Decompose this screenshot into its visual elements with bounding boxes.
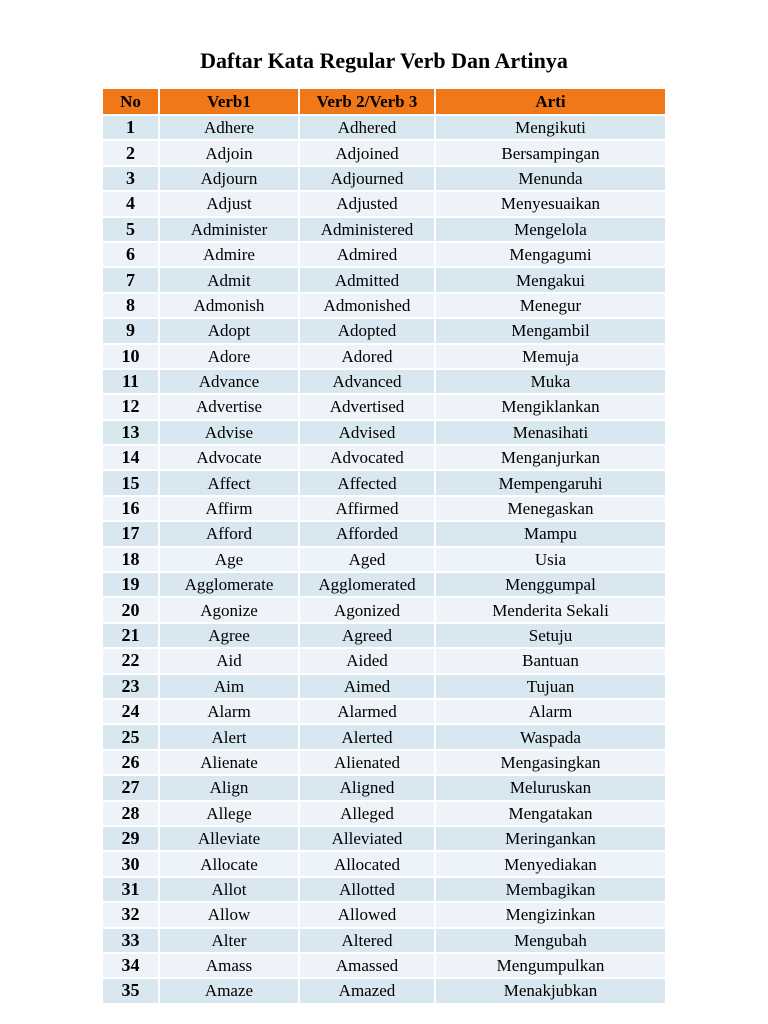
row-number: 27 <box>103 776 160 801</box>
arti-cell: Meringankan <box>436 827 665 852</box>
row-number: 6 <box>103 243 160 268</box>
row-number: 23 <box>103 675 160 700</box>
table-row <box>103 776 665 801</box>
arti-cell: Menganjurkan <box>436 446 665 471</box>
row-number: 33 <box>103 929 160 954</box>
row-number: 1 <box>103 116 160 141</box>
arti-cell: Menakjubkan <box>436 979 665 1004</box>
verb1-cell: Advance <box>160 370 300 395</box>
header-no: No <box>103 89 160 116</box>
table-row <box>103 802 665 827</box>
table-header <box>103 89 665 116</box>
table-row <box>103 141 665 166</box>
verb2-verb3-cell: Agonized <box>300 598 436 623</box>
table-row <box>103 268 665 293</box>
table-body <box>103 116 665 1005</box>
arti-cell: Setuju <box>436 624 665 649</box>
row-number: 29 <box>103 827 160 852</box>
header-verb2-verb3: Verb 2/Verb 3 <box>300 89 436 116</box>
verb1-cell: Agglomerate <box>160 573 300 598</box>
table-row <box>103 294 665 319</box>
arti-cell: Mempengaruhi <box>436 471 665 496</box>
verb1-cell: Agree <box>160 624 300 649</box>
verb2-verb3-cell: Agglomerated <box>300 573 436 598</box>
verb1-cell: Aid <box>160 649 300 674</box>
table-row <box>103 548 665 573</box>
arti-cell: Waspada <box>436 725 665 750</box>
row-number: 22 <box>103 649 160 674</box>
verb2-verb3-cell: Agreed <box>300 624 436 649</box>
table-row <box>103 827 665 852</box>
arti-cell: Menegur <box>436 294 665 319</box>
arti-cell: Mengubah <box>436 929 665 954</box>
verb1-cell: Adjoin <box>160 141 300 166</box>
verb1-cell: Age <box>160 548 300 573</box>
verb1-cell: Amaze <box>160 979 300 1004</box>
row-number: 28 <box>103 802 160 827</box>
verb2-verb3-cell: Altered <box>300 929 436 954</box>
row-number: 5 <box>103 218 160 243</box>
row-number: 21 <box>103 624 160 649</box>
verb2-verb3-cell: Admonished <box>300 294 436 319</box>
verb2-verb3-cell: Alienated <box>300 751 436 776</box>
table-row <box>103 218 665 243</box>
table-row <box>103 751 665 776</box>
arti-cell: Bantuan <box>436 649 665 674</box>
verb2-verb3-cell: Adjoined <box>300 141 436 166</box>
verb2-verb3-cell: Allotted <box>300 878 436 903</box>
row-number: 15 <box>103 471 160 496</box>
arti-cell: Mengumpulkan <box>436 954 665 979</box>
verb1-cell: Align <box>160 776 300 801</box>
verb2-verb3-cell: Adjusted <box>300 192 436 217</box>
arti-cell: Muka <box>436 370 665 395</box>
arti-cell: Mengiklankan <box>436 395 665 420</box>
verb2-verb3-cell: Amazed <box>300 979 436 1004</box>
verb1-cell: Agonize <box>160 598 300 623</box>
row-number: 20 <box>103 598 160 623</box>
verb2-verb3-cell: Advertised <box>300 395 436 420</box>
row-number: 26 <box>103 751 160 776</box>
header-arti: Arti <box>436 89 665 116</box>
table-row <box>103 598 665 623</box>
verb1-cell: Affect <box>160 471 300 496</box>
table-row <box>103 573 665 598</box>
verb2-verb3-cell: Advised <box>300 421 436 446</box>
verb1-cell: Alleviate <box>160 827 300 852</box>
table-row <box>103 497 665 522</box>
table-row <box>103 116 665 141</box>
arti-cell: Mengizinkan <box>436 903 665 928</box>
row-number: 30 <box>103 852 160 877</box>
table-row <box>103 421 665 446</box>
arti-cell: Memuja <box>436 345 665 370</box>
table-row <box>103 446 665 471</box>
verb2-verb3-cell: Amassed <box>300 954 436 979</box>
arti-cell: Menegaskan <box>436 497 665 522</box>
header-verb1: Verb1 <box>160 89 300 116</box>
page-title: Daftar Kata Regular Verb Dan Artinya <box>200 48 568 73</box>
table-row <box>103 471 665 496</box>
verb1-cell: Administer <box>160 218 300 243</box>
verb1-cell: Allot <box>160 878 300 903</box>
arti-cell: Mampu <box>436 522 665 547</box>
verb2-verb3-cell: Adored <box>300 345 436 370</box>
verb1-cell: Alarm <box>160 700 300 725</box>
arti-cell: Usia <box>436 548 665 573</box>
row-number: 14 <box>103 446 160 471</box>
arti-cell: Mengambil <box>436 319 665 344</box>
verb1-cell: Advertise <box>160 395 300 420</box>
arti-cell: Menyediakan <box>436 852 665 877</box>
verb2-verb3-cell: Alleged <box>300 802 436 827</box>
table-row <box>103 319 665 344</box>
verb2-verb3-cell: Alleviated <box>300 827 436 852</box>
arti-cell: Tujuan <box>436 675 665 700</box>
arti-cell: Mengatakan <box>436 802 665 827</box>
verb2-verb3-cell: Affected <box>300 471 436 496</box>
verb1-cell: Adhere <box>160 116 300 141</box>
verb2-verb3-cell: Admired <box>300 243 436 268</box>
arti-cell: Membagikan <box>436 878 665 903</box>
verb1-cell: Allow <box>160 903 300 928</box>
verb2-verb3-cell: Aged <box>300 548 436 573</box>
table-row <box>103 243 665 268</box>
table-row <box>103 345 665 370</box>
verb1-cell: Admire <box>160 243 300 268</box>
row-number: 16 <box>103 497 160 522</box>
table-row <box>103 903 665 928</box>
verb2-verb3-cell: Adopted <box>300 319 436 344</box>
verb2-verb3-cell: Aimed <box>300 675 436 700</box>
row-number: 11 <box>103 370 160 395</box>
table-row <box>103 675 665 700</box>
row-number: 34 <box>103 954 160 979</box>
verb2-verb3-cell: Advocated <box>300 446 436 471</box>
arti-cell: Menyesuaikan <box>436 192 665 217</box>
row-number: 2 <box>103 141 160 166</box>
arti-cell: Mengakui <box>436 268 665 293</box>
verb2-verb3-cell: Administered <box>300 218 436 243</box>
verb2-verb3-cell: Adjourned <box>300 167 436 192</box>
table-row <box>103 878 665 903</box>
verb1-cell: Adjourn <box>160 167 300 192</box>
verb1-cell: Adore <box>160 345 300 370</box>
verb2-verb3-cell: Afforded <box>300 522 436 547</box>
verb2-verb3-cell: Alerted <box>300 725 436 750</box>
row-number: 19 <box>103 573 160 598</box>
row-number: 31 <box>103 878 160 903</box>
table-row <box>103 929 665 954</box>
verb1-cell: Advise <box>160 421 300 446</box>
table-row <box>103 370 665 395</box>
verb1-cell: Alienate <box>160 751 300 776</box>
table-row <box>103 954 665 979</box>
arti-cell: Mengikuti <box>436 116 665 141</box>
row-number: 8 <box>103 294 160 319</box>
verb1-cell: Alter <box>160 929 300 954</box>
verb-table <box>103 89 665 1005</box>
row-number: 24 <box>103 700 160 725</box>
table-row <box>103 979 665 1004</box>
row-number: 25 <box>103 725 160 750</box>
verb2-verb3-cell: Aided <box>300 649 436 674</box>
row-number: 18 <box>103 548 160 573</box>
table-row <box>103 522 665 547</box>
row-number: 35 <box>103 979 160 1004</box>
verb1-cell: Advocate <box>160 446 300 471</box>
row-number: 3 <box>103 167 160 192</box>
verb1-cell: Alert <box>160 725 300 750</box>
table-row <box>103 725 665 750</box>
verb2-verb3-cell: Admitted <box>300 268 436 293</box>
row-number: 10 <box>103 345 160 370</box>
row-number: 4 <box>103 192 160 217</box>
arti-cell: Mengagumi <box>436 243 665 268</box>
verb1-cell: Aim <box>160 675 300 700</box>
row-number: 13 <box>103 421 160 446</box>
verb1-cell: Afford <box>160 522 300 547</box>
verb1-cell: Adjust <box>160 192 300 217</box>
verb1-cell: Admonish <box>160 294 300 319</box>
table-row <box>103 167 665 192</box>
row-number: 17 <box>103 522 160 547</box>
verb2-verb3-cell: Allowed <box>300 903 436 928</box>
table-row <box>103 649 665 674</box>
verb1-cell: Allege <box>160 802 300 827</box>
verb2-verb3-cell: Affirmed <box>300 497 436 522</box>
arti-cell: Menderita Sekali <box>436 598 665 623</box>
verb1-cell: Affirm <box>160 497 300 522</box>
verb1-cell: Amass <box>160 954 300 979</box>
table-row <box>103 852 665 877</box>
verb2-verb3-cell: Alarmed <box>300 700 436 725</box>
row-number: 12 <box>103 395 160 420</box>
row-number: 7 <box>103 268 160 293</box>
verb1-cell: Admit <box>160 268 300 293</box>
arti-cell: Bersampingan <box>436 141 665 166</box>
arti-cell: Meluruskan <box>436 776 665 801</box>
arti-cell: Menggumpal <box>436 573 665 598</box>
table-row <box>103 700 665 725</box>
verb2-verb3-cell: Allocated <box>300 852 436 877</box>
verb1-cell: Allocate <box>160 852 300 877</box>
verb2-verb3-cell: Advanced <box>300 370 436 395</box>
table-row <box>103 192 665 217</box>
verb1-cell: Adopt <box>160 319 300 344</box>
arti-cell: Mengelola <box>436 218 665 243</box>
verb2-verb3-cell: Adhered <box>300 116 436 141</box>
row-number: 32 <box>103 903 160 928</box>
table-row <box>103 624 665 649</box>
arti-cell: Alarm <box>436 700 665 725</box>
arti-cell: Mengasingkan <box>436 751 665 776</box>
header-row <box>103 89 665 116</box>
row-number: 9 <box>103 319 160 344</box>
arti-cell: Menunda <box>436 167 665 192</box>
verb2-verb3-cell: Aligned <box>300 776 436 801</box>
arti-cell: Menasihati <box>436 421 665 446</box>
table-row <box>103 395 665 420</box>
